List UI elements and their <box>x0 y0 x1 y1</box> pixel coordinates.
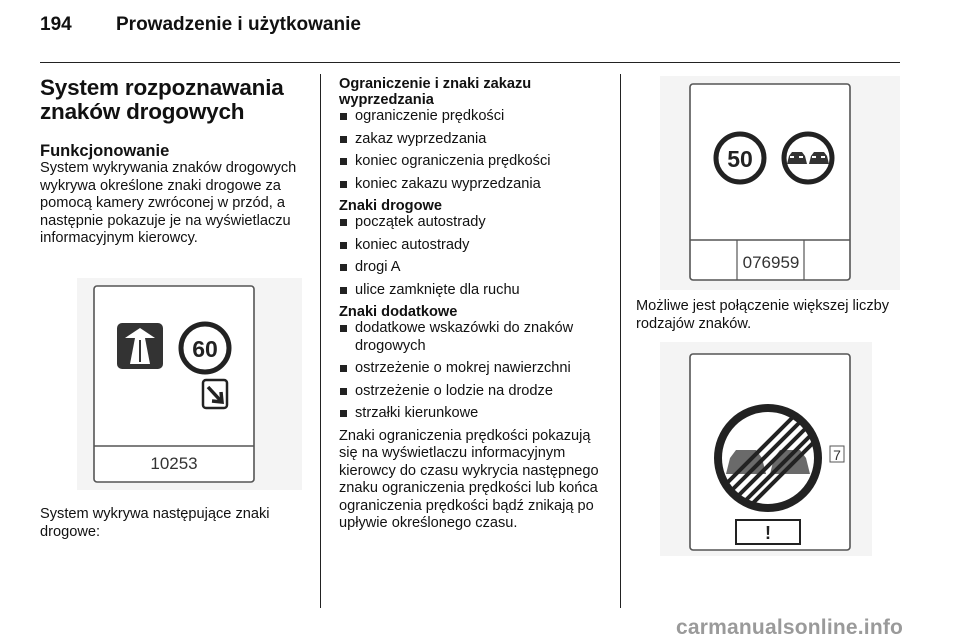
display-code: 076959 <box>742 253 800 272</box>
display-code: 10253 <box>150 454 198 473</box>
display-illustration <box>77 278 302 490</box>
motorway-icon <box>117 323 163 369</box>
end-no-overtaking-icon <box>718 408 818 508</box>
sign-group <box>339 76 609 193</box>
figure-speed-overtaking-display <box>660 76 900 290</box>
svg-text:60: 60 <box>192 336 218 362</box>
list-item: ostrzeżenie o mokrej nawierzchni <box>339 360 609 378</box>
list-item: ograniczenie prędkości <box>339 108 609 126</box>
column-divider <box>620 74 621 608</box>
section-title: Prowadzenie i użytkowanie <box>116 14 361 35</box>
display-illustration <box>660 76 900 290</box>
group-title: Ograniczenie i znaki zakazu wyprzedzania <box>339 76 532 108</box>
list-item: strzałki kierunkowe <box>339 405 609 423</box>
speed-limit-icon <box>716 134 764 182</box>
column-divider <box>320 74 321 608</box>
list-item: początek autostrady <box>339 214 609 232</box>
no-overtaking-icon <box>784 134 832 182</box>
list-item: drogi A <box>339 259 609 277</box>
list-item: koniec autostrady <box>339 237 609 255</box>
display-illustration <box>660 342 872 556</box>
sign-group <box>339 198 609 299</box>
header-rule <box>40 62 900 63</box>
page-title: System rozpoznawania znaków drogowych <box>40 75 284 124</box>
speed-sign-paragraph: Znaki ograniczenia prędkości pokazują się na wyświetlaczu informacyjnym kierowcy do czasu wykrycia następnego znaku ograniczenia prędkości lub końca ograniczenia prędkości bądź znikają po upływie określonego czasu. <box>339 427 599 531</box>
direction-arrow-icon <box>203 380 227 408</box>
group-title: Znaki dodatkowe <box>339 304 458 320</box>
svg-text:50: 50 <box>727 146 753 172</box>
group-title: Znaki drogowe <box>339 198 442 214</box>
display-frame <box>94 286 254 482</box>
sign-group <box>339 304 609 423</box>
figure-end-no-overtaking-display <box>660 342 872 556</box>
list-item: ostrzeżenie o lodzie na drodze <box>339 383 609 401</box>
watermark: carmanualsonline.info <box>676 616 904 639</box>
warning-mark: ! <box>765 523 771 543</box>
figure-highway-speed-display <box>77 278 302 490</box>
column-middle <box>339 76 609 533</box>
list-item: dodatkowe wskazówki do znaków drogowych <box>339 320 609 355</box>
side-indicator: 7 <box>833 447 841 463</box>
combination-paragraph: Możliwe jest połączenie większej liczby rodzajów znaków. <box>636 298 890 332</box>
list-item: koniec zakazu wyprzedzania <box>339 176 609 194</box>
column-left <box>40 76 306 248</box>
list-item: zakaz wyprzedzania <box>339 131 609 149</box>
detection-paragraph: System wykrywa następujące znaki drogowe: <box>40 506 270 540</box>
subsection-title: Funkcjonowanie <box>40 142 170 160</box>
list-item: ulice zamknięte dla ruchu <box>339 282 609 300</box>
list-item: koniec ograniczenia prędkości <box>339 153 609 171</box>
speed-limit-icon <box>181 324 229 372</box>
intro-paragraph: System wykrywania znaków drogowych wykrywa określone znaki drogowe za pomocą kamery zwróconej w przód, a następnie pokazuje je na wyświetlaczu informacyjnym kierowcy. <box>40 160 297 246</box>
page-number: 194 <box>40 14 72 35</box>
display-frame <box>690 84 850 280</box>
